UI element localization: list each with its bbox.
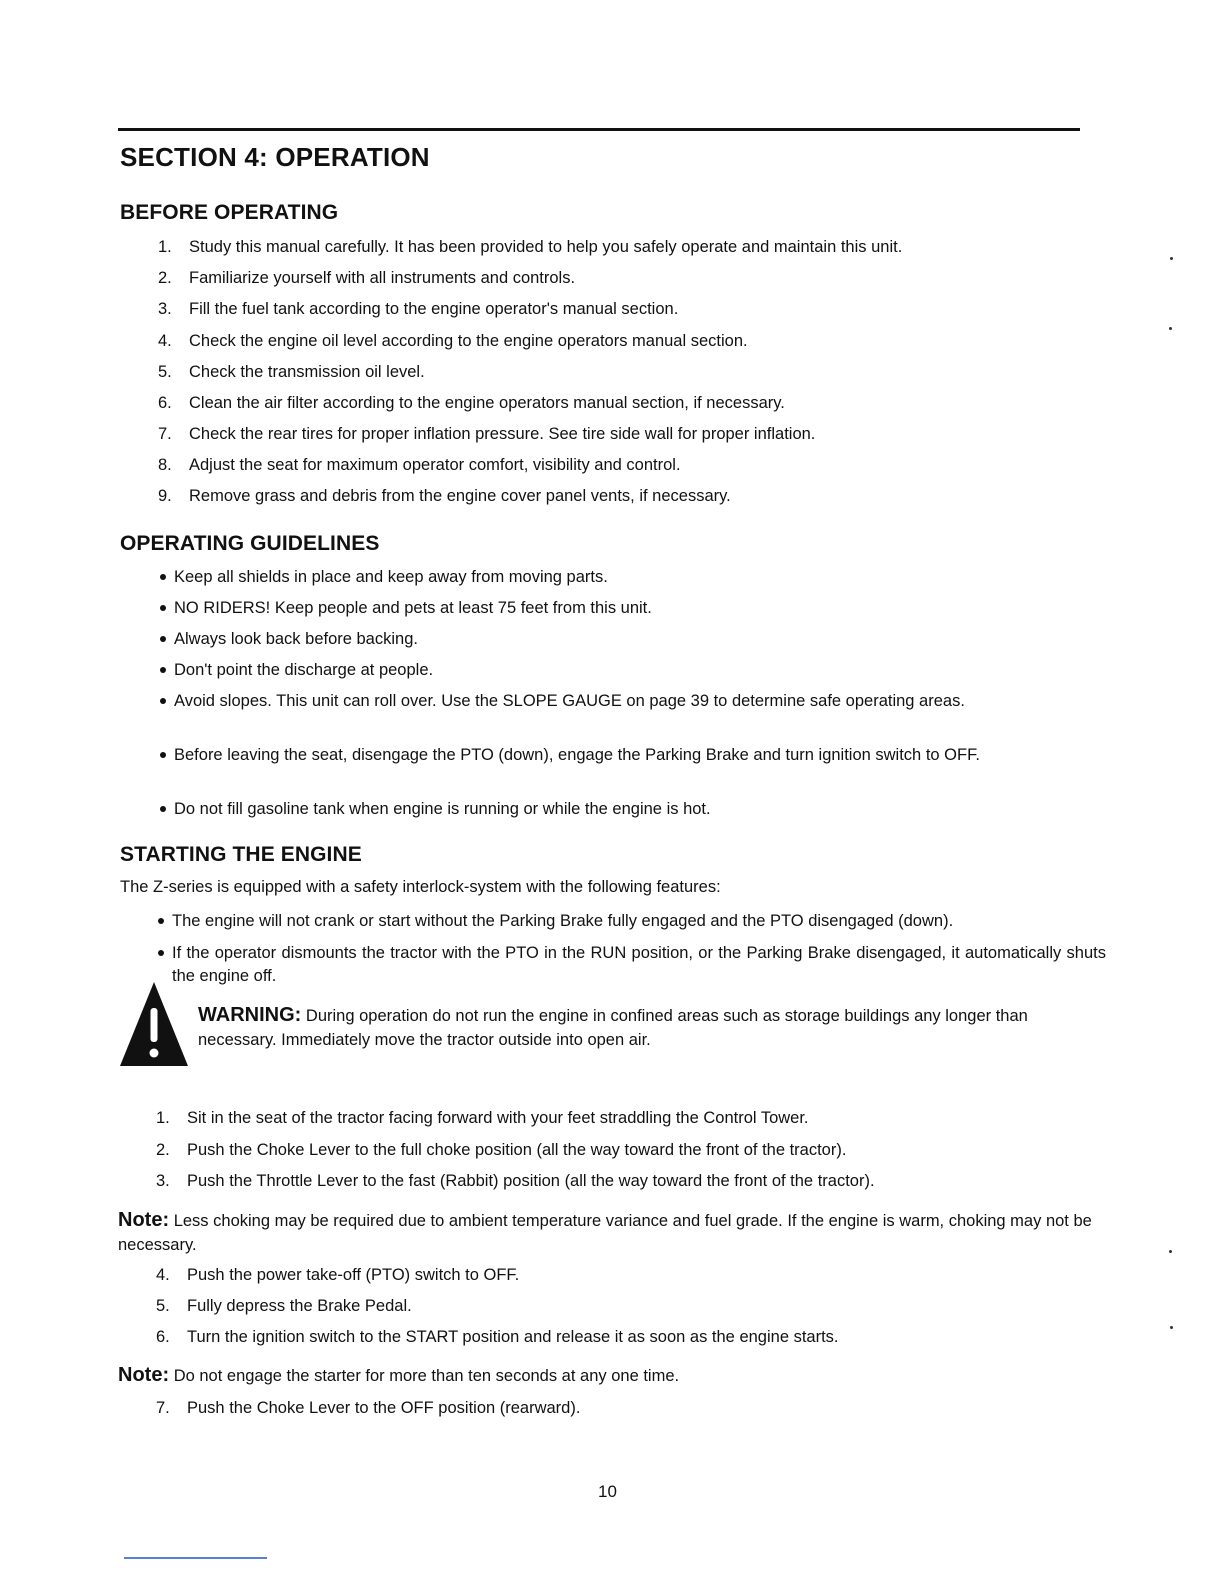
bullet-icon [160,806,166,812]
section-title: SECTION 4: OPERATION [120,142,430,172]
manual-page: SECTION 4: OPERATION BEFORE OPERATING 1. Study this manual carefully. It has been provided to help you safely operate and maintain this unit. 2. Familiarize yourself with all instruments and controls. 3. Fill the fuel tank according to the engine operator's manual section. 4. Check the engine oil level according to the engine operators manual section. 5. Check the transmission oil level. 6. Clean the air filter according to the engine operators manual section, if necessary. 7. Check the rear tires for proper inflation pressure. See tire side wall for proper inflation. 8. Adjust the seat for maximum operator comfort, visibility and control. 9. Remove grass and debris from the engine cover panel vents, if necessary. OPERATING GUIDELINES Keep all shields in place and keep away from moving parts. NO RIDERS! Keep people and pets at least 75 feet from this unit. Always look back before backing. Don't point the discharge at people. Avoid slopes. This unit can roll over. Use the SLOPE GAUGE on page 39 to determine safe operating areas. Before leaving the seat, disengage the PTO (down), engage the Parking Brake and turn ignition switch to OFF. Do not fill gasoline tank when engine is running or while the engine is hot. STARTING THE ENGINE The Z-series is equipped with a safety interlock-system with the following features: The engine will not crank or start without the Parking Brake fully engaged and the PTO disengaged (down). If the operator dismounts the tractor with the PTO in the RUN position, or the Parking Brake disengaged, it automatically shuts the engine off. WARNING: During operation do not run the engine in confined areas such as storage buildings any longer than necessary. Immediately move the tractor outside into open air. 1. Sit in the seat of the tractor facing forward with your feet straddling the Control Tower. 2. Push the Choke Lever to the full choke position (all the way toward the front of the tractor). 3. Push the Throttle Lever to the fast (Rabbit) position (all the way toward the front of the tractor). Note: Less choking may be required due to ambient temperature variance and fuel grade. If the engine is warm, choking may not be necessary. 4. Push the power take-off (PTO) switch to OFF. 5. Fully depress the Brake Pedal. 6. Turn the ignition switch to the START position and release it as soon as the engine starts. Note: Do not engage the starter for more than ten seconds at any one time. 7. Push the Choke Lever to the OFF position (rearward). 10 [0,0,1224,1584]
starting-intro: The Z-series is equipped with a safety interlock-system with the following features: [120,878,721,896]
page-number: 10 [598,1482,617,1501]
note-starter [118,1363,1106,1388]
bullet-icon [158,950,164,956]
note-label: Note: [118,1209,170,1231]
note-choking [118,1208,1106,1257]
bullet-icon [160,574,166,580]
operating-guidelines-heading: OPERATING GUIDELINES [120,532,380,555]
scan-speck [1170,1326,1173,1329]
warning-triangle-icon [118,980,190,1068]
footer-line [124,1557,267,1559]
warning-text: During operation do not run the engine in confined areas such as storage buildings any longer than necessary. Immediately move the tractor outside into open air. [198,1007,1028,1049]
bullet-icon [160,636,166,642]
bullet-icon [158,918,164,924]
bullet-icon [160,698,166,704]
note-text: Less choking may be required due to ambient temperature variance and fuel grade. If the engine is warm, choking may not be necessary. [118,1212,1092,1254]
warning-box [198,1003,1106,1052]
list-item: Do not fill gasoline tank when engine is running or while the engine is hot. [174,800,711,818]
note-text: Do not engage the starter for more than ten seconds at any one time. [173,1367,680,1385]
before-operating-heading: BEFORE OPERATING [120,201,339,224]
top-rule [118,128,1080,131]
list-item: The engine will not crank or start without the Parking Brake fully engaged and the PTO disengaged (down). [172,912,954,930]
list-item: NO RIDERS! Keep people and pets at least 75 feet from this unit. [174,599,652,617]
scan-speck [1169,327,1172,330]
list-item: Avoid slopes. This unit can roll over. Use the SLOPE GAUGE on page 39 to determine safe operating areas. [174,692,965,710]
list-item: If the operator dismounts the tractor with the PTO in the RUN position, or the Parking Brake disengaged, it automatically shuts the engine off. [172,944,1106,985]
note-label: Note: [118,1364,170,1386]
list-item: Keep all shields in place and keep away from moving parts. [174,568,608,586]
starting-engine-heading: STARTING THE ENGINE [120,843,362,866]
warning-label: WARNING: [198,1004,302,1026]
scan-speck [1169,1250,1172,1253]
bullet-icon [160,667,166,673]
list-item: Always look back before backing. [174,630,418,648]
scan-speck [1170,257,1173,260]
list-item: Don't point the discharge at people. [174,661,434,679]
list-item: Before leaving the seat, disengage the PTO (down), engage the Parking Brake and turn ignition switch to OFF. [174,746,980,764]
bullet-icon [160,605,166,611]
bullet-icon [160,752,166,758]
